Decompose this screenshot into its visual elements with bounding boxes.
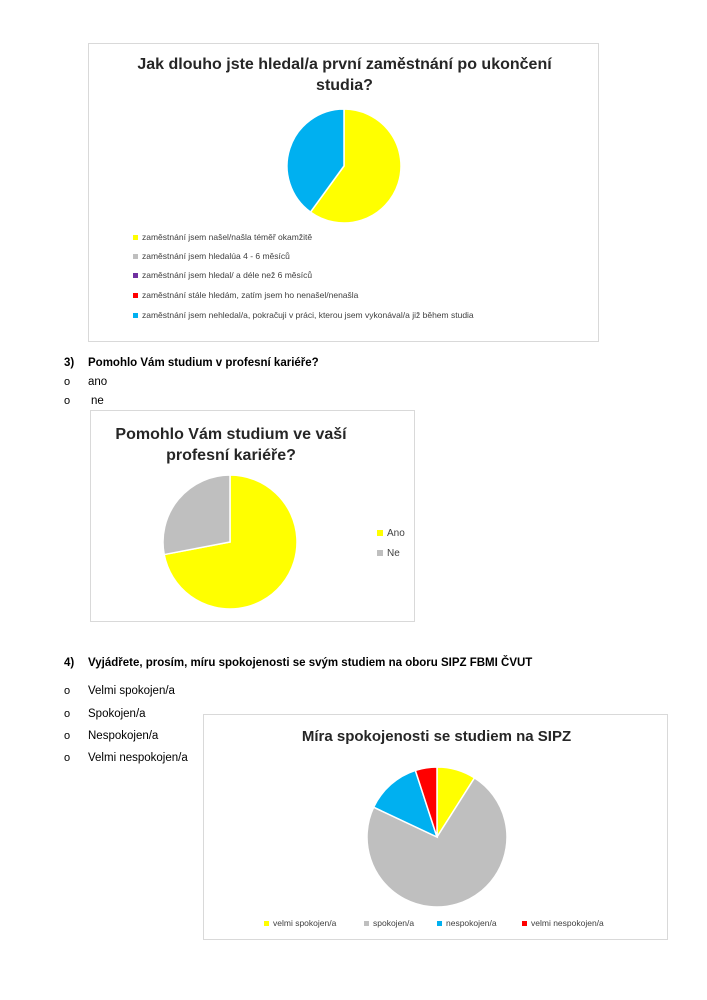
q4-option-nespokojen (64, 730, 158, 742)
chart2-pie (91, 411, 416, 623)
chart2-title-line-1: Pomohlo Vám studium ve vaší (115, 426, 347, 443)
chart3-frame (203, 714, 668, 940)
question-4 (64, 657, 532, 669)
chart2-slice-1 (163, 475, 230, 555)
chart3-legend-item-1 (364, 918, 414, 928)
legend-swatch (133, 293, 138, 298)
legend-swatch (133, 254, 138, 259)
chart3-pie (204, 715, 669, 941)
legend-label: zaměstnání jsem hledalúa 4 - 6 měsíců (142, 251, 290, 261)
option-label: ne (91, 395, 104, 407)
chart1-legend-item-2 (133, 270, 312, 280)
legend-label: spokojen/a (373, 918, 415, 928)
bullet-icon: o (64, 685, 71, 697)
chart1-title-line-2: studia? (316, 77, 373, 94)
chart1-frame (88, 43, 599, 342)
chart1-legend-item-3 (133, 290, 358, 300)
legend-label: velmi nespokojen/a (531, 918, 604, 928)
legend-label: velmi spokojen/a (273, 918, 337, 928)
chart2-frame (90, 410, 415, 622)
chart3-legend-item-2 (437, 918, 497, 928)
q4-option-spokojen (64, 708, 146, 720)
legend-label: zaměstnání jsem hledal/ a déle než 6 měsíců (142, 270, 313, 280)
option-label: Velmi spokojen/a (88, 685, 175, 697)
chart1-legend-item-0 (133, 232, 312, 242)
legend-label: Ne (387, 548, 400, 559)
chart1-title-line-1: Jak dlouho jste hledal/a první zaměstnání po ukončení (137, 56, 552, 73)
bullet-icon: o (64, 730, 71, 742)
question-3-text: Pomohlo Vám studium v profesní kariéře? (88, 357, 319, 369)
q3-option-ano (64, 376, 107, 388)
legend-label: zaměstnání stále hledám, zatím jsem ho nenašel/nenašla (142, 290, 359, 300)
legend-label: zaměstnání jsem nehledal/a, pokračuji v práci, kterou jsem vykonával/a již během studia (142, 310, 474, 320)
chart2-legend-item-1 (377, 548, 400, 559)
legend-swatch (133, 273, 138, 278)
legend-swatch (437, 921, 442, 926)
legend-swatch (522, 921, 527, 926)
bullet-icon: o (64, 395, 71, 407)
legend-swatch (377, 530, 383, 536)
chart3-legend-item-0 (264, 918, 336, 928)
q4-option-velmi-nespokojen (64, 752, 188, 764)
question-3 (64, 357, 319, 369)
bullet-icon: o (64, 708, 71, 720)
question-4-number: 4) (64, 657, 75, 669)
bullet-icon: o (64, 752, 71, 764)
legend-label: Ano (387, 528, 405, 539)
chart3-title: Míra spokojenosti se studiem na SIPZ (301, 728, 572, 745)
question-4-text: Vyjádřete, prosím, míru spokojenosti se svým studiem na oboru SIPZ FBMI ČVUT (88, 657, 533, 669)
legend-swatch (133, 235, 138, 240)
chart3-legend-item-3 (522, 918, 604, 928)
option-label: ano (88, 376, 108, 388)
chart1-legend-item-4 (133, 310, 474, 320)
option-label: Nespokojen/a (88, 730, 159, 742)
bullet-icon: o (64, 376, 71, 388)
legend-label: nespokojen/a (446, 918, 497, 928)
option-label: Velmi nespokojen/a (88, 752, 188, 764)
chart2-legend-item-0 (377, 528, 405, 539)
legend-swatch (364, 921, 369, 926)
legend-swatch (133, 313, 138, 318)
legend-label: zaměstnání jsem našel/našla téměř okamžitě (142, 232, 313, 242)
chart1-legend-item-1 (133, 251, 290, 261)
option-label: Spokojen/a (88, 708, 146, 720)
chart2-title-line-2: profesní kariéře? (166, 447, 296, 464)
legend-swatch (264, 921, 269, 926)
legend-swatch (377, 550, 383, 556)
q4-option-velmi-spokojen (64, 685, 175, 697)
question-3-number: 3) (64, 357, 75, 369)
q3-option-ne (64, 395, 104, 407)
